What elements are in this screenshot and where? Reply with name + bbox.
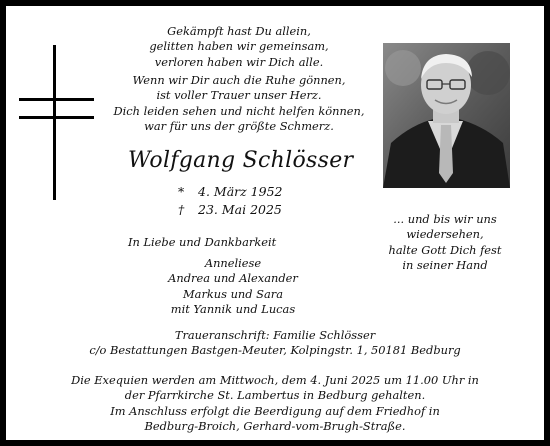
quote-line: in seiner Hand <box>402 258 488 273</box>
mourner-name: Anneliese <box>204 256 262 270</box>
cross-vertical-bar <box>53 45 56 200</box>
poem-line: Dich leiden sehen und nicht helfen können, <box>113 103 365 118</box>
mourner-name: Markus und Sara <box>182 286 284 301</box>
funeral-line: Die Exequien werden am Mittwoch, dem 4. Juni 2025 um 11.00 Uhr in <box>71 373 479 387</box>
funeral-info <box>30 373 520 435</box>
cross-horizontal-bar-bottom <box>19 116 94 119</box>
funeral-line: der Pfarrkirche St. Lambertus in Bedburg gehalten. <box>124 388 426 403</box>
poem-line: Gekämpft hast Du allein, <box>167 24 311 38</box>
mourner-name: Andrea und Alexander <box>168 271 298 286</box>
poem-line: ist voller Trauer unser Herz. <box>156 88 322 103</box>
life-dates <box>178 183 283 219</box>
intro-line: In Liebe und Dankbarkeit <box>128 235 277 249</box>
mourning-intro <box>128 235 338 250</box>
poem-stanza-2 <box>98 73 380 135</box>
birth-date-row <box>178 183 283 201</box>
quote-line: halte Gott Dich fest <box>388 242 502 257</box>
mourners-list <box>128 256 338 318</box>
cross-horizontal-bar-top <box>19 98 94 101</box>
mourner-name: mit Yannik und Lucas <box>170 302 296 317</box>
portrait-image <box>383 43 510 188</box>
deceased-name: Wolfgang Schlösser <box>128 148 354 173</box>
portrait-photo <box>383 43 510 188</box>
mourning-address <box>40 328 510 359</box>
poem-line: gelitten haben wir gemeinsam, <box>149 39 329 54</box>
funeral-line: Bedburg-Broich, Gerhard-vom-Brugh-Straße. <box>144 419 406 434</box>
address-line: c/o Bestattungen Bastgen-Meuter, Kolpingstr. 1, 50181 Bedburg <box>89 343 461 358</box>
quote-line: ... und bis wir uns <box>393 212 497 226</box>
birth-date: 4. März 1952 <box>198 184 283 199</box>
quote-line: wiedersehen, <box>406 227 484 242</box>
farewell-quote <box>368 212 522 274</box>
poem-line: war für uns der größte Schmerz. <box>144 119 334 134</box>
address-line: Traueranschrift: Familie Schlösser <box>174 328 376 342</box>
funeral-line: Im Anschluss erfolgt die Beerdigung auf dem Friedhof in <box>110 403 440 418</box>
poem-line: verloren haben wir Dich alle. <box>154 54 324 69</box>
death-date: 23. Mai 2025 <box>198 202 282 217</box>
death-date-row <box>178 201 283 219</box>
death-dagger-icon: † <box>178 202 185 217</box>
poem-stanza-1 <box>98 24 380 70</box>
poem-line: Wenn wir Dir auch die Ruhe gönnen, <box>132 73 346 87</box>
birth-star-icon: * <box>178 184 185 199</box>
